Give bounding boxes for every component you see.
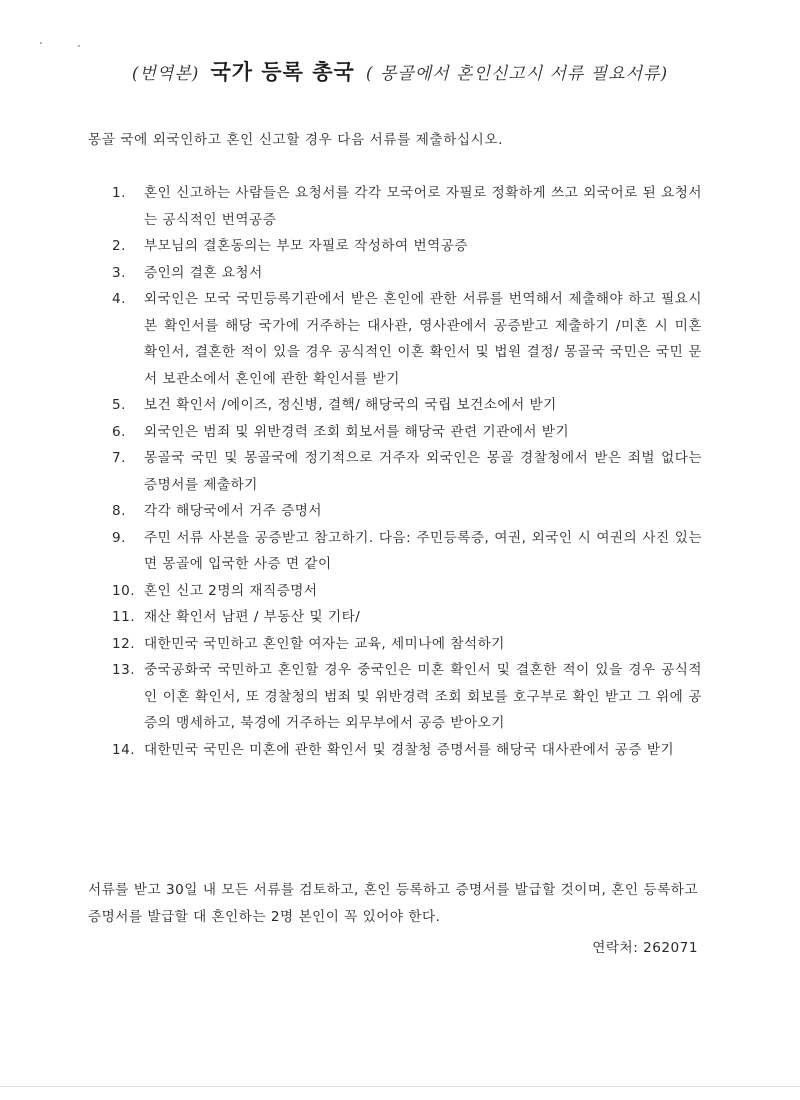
list-item [112,657,702,737]
list-item [112,445,702,498]
item-text: 각각 해당국에서 거주 증명서 [144,503,323,519]
list-item [112,286,702,392]
closing-paragraph: 서류를 받고 30일 내 모든 서류를 검토하고, 혼인 등록하고 증명서를 발급할 것이며, 혼인 등록하고 증명서를 발급할 대 혼인하는 2명 본인이 꼭 있어야 한다. [88,882,698,925]
item-text: 주민 서류 사본을 공증받고 참고하기. 다음: 주민등록증, 여권, 외국인 시 여권의 사진 있는 면 몽골에 입국한 사증 면 같이 [144,529,702,572]
intro-text: 몽골 국에 외국인하고 혼인 신고할 경우 다음 서류를 제출하십시오. [88,132,504,148]
item-text: 보건 확인서 /에이즈, 정신병, 결핵/ 해당국의 국립 보건소에서 받기 [144,397,557,413]
list-item [112,233,702,260]
item-text: 혼인 신고하는 사람들은 요청서를 각각 모국어로 자필로 정확하게 쓰고 외국어로 된 요청서는 공식적인 번역공증 [144,185,702,228]
item-number: 13. [112,662,136,678]
handwritten-note-left: (번역본) [131,64,200,84]
item-text: 재산 확인서 남편 / 부동산 및 기타/ [144,609,361,625]
list-item [112,631,702,658]
scan-speck [78,45,80,47]
contact-info: 연락처: 262071 [592,940,698,956]
item-text: 증인의 결혼 요청서 [144,264,263,281]
page-title: 국가 등록 총국 [210,60,355,84]
item-text: 중국공화국 국민하고 혼인할 경우 중국인은 미혼 확인서 및 결혼한 적이 있을 경우 공식적인 이혼 확인서, 또 경찰청의 범죄 및 위반경력 조회 회보를 호구부로 확인 받고 그 위에 공증의 맹세하고, 북경에 거주하는 외무부에서 공증 받아오기 [144,662,702,731]
item-number: 4. [112,291,126,307]
item-number: 11. [112,609,136,625]
list-item [112,260,702,287]
item-number: 9. [112,529,126,546]
scan-edge-line [0,1086,800,1087]
item-text: 혼인 신고 2명의 재직증명서 [144,582,318,599]
scan-speck [40,42,42,44]
list-item [112,737,702,764]
item-number: 14. [112,741,136,758]
item-text: 대한민국 국민하고 혼인할 여자는 교육, 세미나에 참석하기 [144,635,505,652]
item-number: 10. [112,582,136,599]
list-item [112,180,702,233]
list-item [112,604,702,631]
list-item [112,578,702,605]
list-item [112,498,702,525]
item-text: 외국인은 모국 국민등록기관에서 받은 혼인에 관한 서류를 번역해서 제출해야 하고 필요시 본 확인서를 해당 국가에 거주하는 대사관, 영사관에서 공증받고 제출하기 /미혼 시 미혼 확인서, 결혼한 적이 있을 경우 공식적인 이혼 확인서 및 법원 결정/ 몽골국 국민은 국민 문서 보관소에서 혼인에 관한 확인서를 받기 [144,291,702,387]
list-item [112,419,702,446]
list-item [112,525,702,578]
item-number: 12. [112,635,136,652]
item-text: 몽골국 국민 및 몽골국에 정기적으로 거주자 외국인은 몽골 경찰청에서 받은 죄벌 없다는 증명서를 제출하기 [144,450,702,493]
item-number: 6. [112,423,126,440]
requirements-list [112,180,702,763]
item-number: 5. [112,397,126,413]
item-text: 대한민국 국민은 미혼에 관한 확인서 및 경찰청 증명서를 해당국 대사관에서 공증 받기 [144,741,675,758]
handwritten-note-right: ( 몽골에서 혼인신고시 서류 필요서류) [365,64,669,84]
item-number: 2. [112,238,126,254]
list-item [112,392,702,419]
item-number: 3. [112,264,126,281]
header [0,56,800,86]
item-text: 외국인은 범죄 및 위반경력 조회 회보서를 해당국 관련 기관에서 받기 [144,423,570,440]
item-number: 1. [112,185,126,201]
item-text: 부모님의 결혼동의는 부모 자필로 작성하여 번역공증 [144,238,468,254]
item-number: 8. [112,503,126,519]
item-number: 7. [112,450,126,466]
